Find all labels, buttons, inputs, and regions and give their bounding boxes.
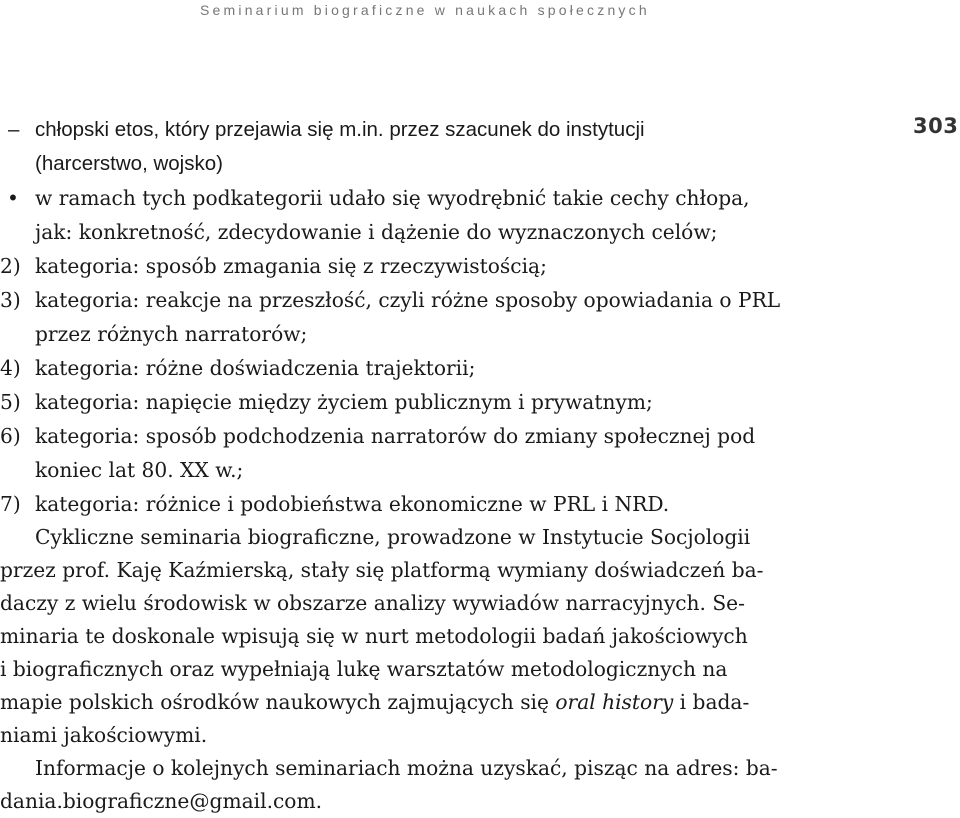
list-item-3 — [0, 283, 830, 317]
paragraph-text: Informacje o kolejnych seminariach można uzyskać, pisząc na adres: ba- — [35, 756, 778, 780]
paragraph-text: Cykliczne seminaria biograficzne, prowadzone w Instytucie Socjologii — [35, 525, 751, 549]
running-header: Seminarium biograficzne w naukach społecznych — [200, 2, 650, 18]
list-item-text: kategoria: napięcie między życiem publicznym i prywatnym; — [35, 390, 653, 414]
list-item-3-cont — [0, 317, 830, 351]
paragraph-line — [0, 520, 830, 554]
bullet-marker: • — [7, 186, 19, 210]
paragraph-line — [0, 784, 830, 818]
paragraph-line — [0, 751, 830, 785]
list-item-2 — [0, 249, 830, 283]
list-item-dash — [0, 113, 830, 147]
list-item-text: koniec lat 80. XX w.; — [35, 458, 244, 482]
list-item-bullet-cont — [0, 215, 830, 249]
paragraph-line — [0, 685, 830, 719]
paragraph-line — [0, 619, 830, 653]
list-item-5 — [0, 385, 830, 419]
paragraph-line — [0, 553, 830, 587]
list-item-text: jak: konkretność, zdecydowanie i dążenie do wyznaczonych celów; — [35, 220, 718, 244]
email-text: dania.biograficzne@gmail.com. — [0, 789, 323, 813]
paragraph-text: minaria te doskonale wpisują się w nurt metodologii badań jakościowych — [0, 624, 748, 648]
paragraph-text: przez prof. Kaję Kaźmierską, stały się platformą wymiany doświadczeń ba- — [0, 558, 764, 582]
list-item-4 — [0, 351, 830, 385]
list-number: 7) — [0, 492, 21, 516]
list-item-dash-cont — [0, 147, 830, 181]
list-number: 3) — [0, 288, 21, 312]
list-item-text: w ramach tych podkategorii udało się wyodrębnić takie cechy chłopa, — [35, 186, 750, 210]
list-item-text: kategoria: różnice i podobieństwa ekonomiczne w PRL i NRD. — [35, 492, 670, 516]
paragraph-line — [0, 652, 830, 686]
list-item-text: chłopski etos, który przejawia się m.in. przez szacunek do instytucji — [35, 118, 645, 141]
list-item-bullet — [0, 181, 830, 215]
list-item-6-cont — [0, 453, 830, 487]
paragraph-text: i biograficznych oraz wypełniają lukę warsztatów metodologicznych na — [0, 657, 728, 681]
list-item-text: kategoria: reakcje na przeszłość, czyli różne sposoby opowiadania o PRL — [35, 288, 781, 312]
list-number: 2) — [0, 254, 21, 278]
paragraph-text: mapie polskich ośrodków naukowych zajmujących się — [0, 690, 549, 714]
list-item-text: kategoria: sposób podchodzenia narratorów do zmiany społecznej pod — [35, 424, 756, 448]
list-item-text: kategoria: różne doświadczenia trajektorii; — [35, 356, 476, 380]
list-item-text: kategoria: sposób zmagania się z rzeczywistością; — [35, 254, 547, 278]
paragraph-text: i bada- — [679, 690, 750, 714]
list-number: 5) — [0, 390, 21, 414]
paragraph-text: niami jakościowymi. — [0, 723, 208, 747]
paragraph-text: daczy z wielu środowisk w obszarze analizy wywiadów narracyjnych. Se- — [0, 591, 745, 615]
list-item-7 — [0, 487, 830, 521]
paragraph-line — [0, 586, 830, 620]
page-number: 303 — [913, 114, 959, 138]
list-item-text: (harcerstwo, wojsko) — [35, 152, 223, 175]
dash-marker: – — [8, 118, 20, 141]
list-number: 4) — [0, 356, 21, 380]
paragraph-line — [0, 718, 830, 752]
list-item-6 — [0, 419, 830, 453]
italic-term: oral history — [555, 690, 674, 714]
list-item-text: przez różnych narratorów; — [35, 322, 308, 346]
list-number: 6) — [0, 424, 21, 448]
